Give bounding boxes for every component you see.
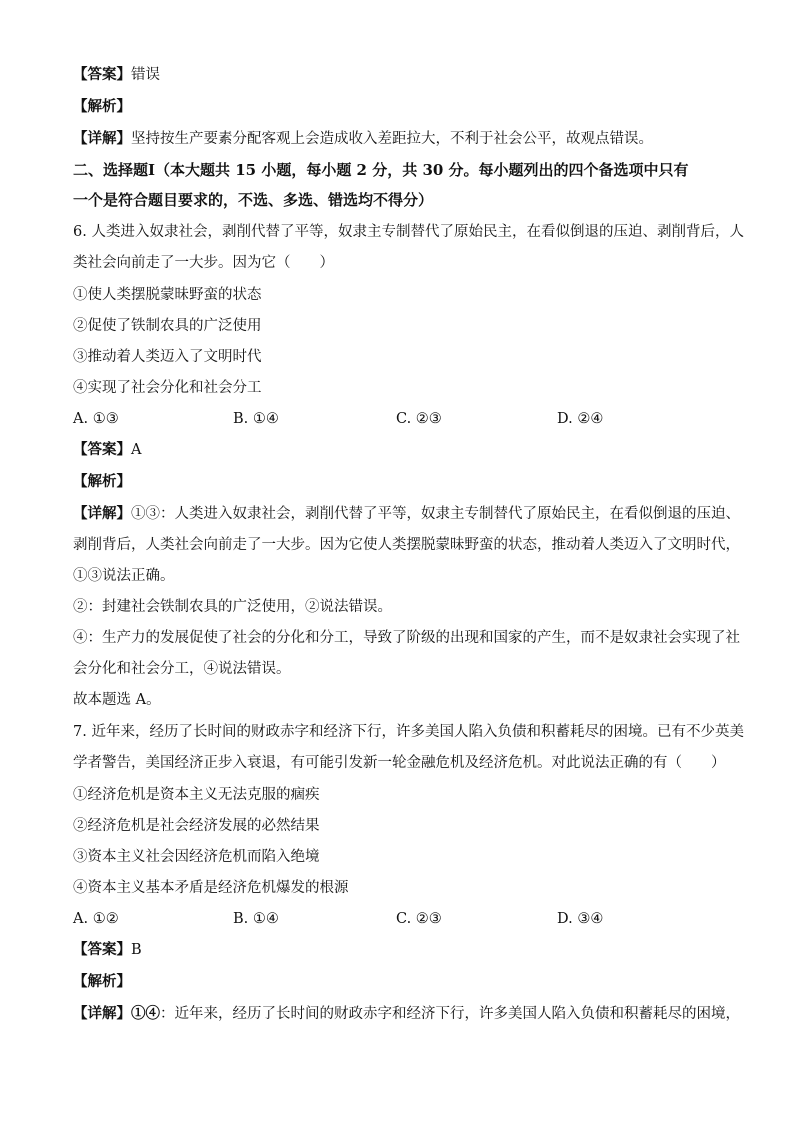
q7-item-4: ④资本主义基本矛盾是经济危机爆发的根源 (73, 880, 349, 896)
q7-option-d: D. ③④ (557, 911, 604, 927)
q6-analysis-tag: 【解析】 (73, 473, 131, 490)
q7-item-3: ③资本主义社会因经济危机而陷入绝境 (73, 849, 320, 865)
q6-stem-line2: 类社会向前走了一大步。因为它（ ） (73, 255, 334, 271)
q6-item-4: ④实现了社会分化和社会分工 (73, 380, 262, 396)
q6-detail-line5: ④：生产力的发展促使了社会的分化和分工，导致了阶级的出现和国家的产生，而不是奴隶社会实现了社 (73, 630, 740, 646)
detail-tag: 【详解】 (73, 130, 131, 147)
analysis-tag: 【解析】 (73, 98, 131, 115)
q6-answer-line (73, 440, 733, 460)
q6-answer-tag: 【答案】 (73, 441, 131, 458)
q6-detail-line2: 剥削背后，人类社会向前走了一大步。因为它使人类摆脱蒙昧野蛮的状态，推动着人类迈入了文明时代， (73, 537, 740, 553)
q6-stem-line1: 6. 人类进入奴隶社会，剥削代替了平等，奴隶主专制替代了原始民主，在看似倒退的压迫、剥削背后，人 (73, 224, 744, 240)
q7-stem-line2: 学者警告，美国经济正步入衰退，有可能引发新一轮金融危机及经济危机。对此说法正确的有（ ） (73, 755, 726, 771)
q7-analysis-tag: 【解析】 (73, 973, 131, 990)
q6-conclusion: 故本题选 A。 (73, 692, 161, 708)
q7-item-2: ②经济危机是社会经济发展的必然结果 (73, 818, 320, 834)
q6-detail-line3: ①③说法正确。 (73, 568, 175, 584)
q7-detail-bold: ①④ (131, 1005, 160, 1022)
answer-line (73, 65, 733, 85)
q7-answer-value: B (131, 942, 142, 958)
q7-option-a: A. ①② (73, 911, 119, 927)
q6-item-2: ②促使了铁制农具的广泛使用 (73, 318, 262, 334)
q7-answer-tag: 【答案】 (73, 941, 131, 958)
q7-option-b: B. ①④ (233, 911, 279, 927)
q6-option-d: D. ②④ (557, 411, 604, 427)
q6-detail-line4: ②：封建社会铁制农具的广泛使用，②说法错误。 (73, 599, 392, 615)
q6-detail-line6: 会分化和社会分工，④说法错误。 (73, 661, 291, 677)
q6-option-c: C. ②③ (396, 411, 442, 427)
detail-text: 坚持按生产要素分配客观上会造成收入差距拉大，不利于社会公平，故观点错误。 (131, 131, 653, 147)
detail-line (73, 129, 733, 149)
q6-option-b: B. ①④ (233, 411, 279, 427)
q6-answer-value: A (131, 442, 142, 458)
q6-item-1: ①使人类摆脱蒙昧野蛮的状态 (73, 287, 262, 303)
q7-answer-line (73, 940, 733, 960)
q6-detail-tag: 【详解】 (73, 505, 131, 522)
answer-tag: 【答案】 (73, 66, 131, 83)
q6-option-a: A. ①③ (73, 411, 119, 427)
q7-item-1: ①经济危机是资本主义无法克服的痼疾 (73, 787, 320, 803)
q6-detail-line1 (73, 504, 740, 524)
q7-detail-tag: 【详解】 (73, 1005, 131, 1022)
q7-detail-line1 (73, 1004, 740, 1024)
q7-option-c: C. ②③ (396, 911, 442, 927)
section-heading-line2: 一个是符合题目要求的，不选、多选、错选均不得分） (73, 191, 434, 209)
q7-stem-line1: 7. 近年来，经历了长时间的财政赤字和经济下行，许多美国人陷入负债和积蓄耗尽的困境。已有不少英美 (73, 724, 744, 740)
q6-item-3: ③推动着人类迈入了文明时代 (73, 349, 262, 365)
section-heading-line1: 二、选择题Ⅰ（本大题共 15 小题，每小题 2 分，共 30 分。每小题列出的四个备选项中只有 (73, 161, 689, 179)
q6-detail-text1: ①③：人类进入奴隶社会，剥削代替了平等，奴隶主专制替代了原始民主，在看似倒退的压迫、 (131, 506, 740, 522)
answer-value: 错误 (131, 67, 160, 83)
q7-detail-text1: ：近年来，经历了长时间的财政赤字和经济下行，许多美国人陷入负债和积蓄耗尽的困境， (160, 1006, 740, 1022)
